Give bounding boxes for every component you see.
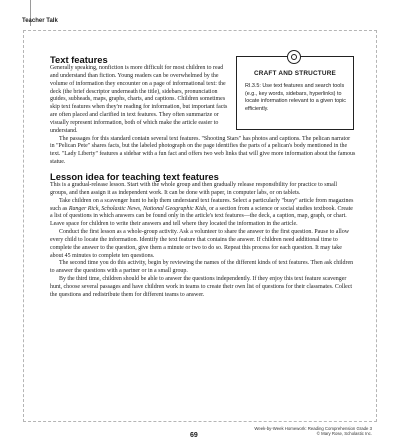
credit-line-1: Week-by-Week Homework: Reading Comprehension Grade 3: [254, 426, 372, 431]
sidebar-spacer: [228, 65, 356, 129]
paragraph-passages: The passages for this standard contain several text features. "Shooting Stars" has photos and captions. The pelican narrator in "Pelican Pete" shares facts, but the labeled photograph on the page identifies the parts of a pelican's body mentioned in the text. "Lady Liberty" features a sidebar with a fun fact and offers two web links that will give more information about the famous statue.: [50, 135, 356, 166]
paragraph-scavenger-hunt: [50, 198, 356, 229]
paragraph-second-time: The second time you do this activity, begin by reviewing the names of the different kinds of text features. Then ask children to answer the questions with a partner or in a small group.: [50, 260, 354, 275]
credit-line-2: © Mary Rose, Scholastic Inc.: [316, 431, 372, 437]
paragraph-intro-text: Generally speaking, nonfiction is more difficult for most children to read and understand than fiction. Young readers can be overwhelmed by the volume of information they encounter on a page of informational text: the deck (the brief descriptor underneath the title), sidebars, pronunciation guides, subheads, maps, graphs, charts, and captions. Children sometimes skip text features when they're reading for information, but important facts are often placed and clarified in text features. They often summarize or visually represent information, both of which make the article easier to understand.: [50, 65, 228, 134]
paragraph-first-lesson: Conduct the first lesson as a whole-group activity. Ask a volunteer to share the answer to the first question. Pause to allow every child to locate the information. Identify the text feature that contains the answer. If children need additional time to complete the answer to the question, give them a minute or two to do so. Repeat this process for each question. It may take about 45 minutes to complete ten questions.: [50, 229, 349, 259]
paragraph-third-time: By the third time, children should be able to answer the questions independently. If they enjoy this text feature scavenger hunt, choose several passages and have children work in teams to create their own list of questions for their classmates. Collect the questions and redistribute them for different teams to answer.: [50, 276, 353, 298]
sidebar-standard-text: RI.3.5: Use text features and search tools (e.g., key words, sidebars, hyperlinks) to locate information relevant to a given topic efficiently.: [245, 83, 346, 112]
main-content: [50, 54, 356, 300]
scavenger-text-start: Take children on a scavenger hunt to help them understand text features. Select a particularly "busy" article from magazines such as: [50, 197, 354, 212]
paragraph-intro: [50, 65, 356, 136]
page-number: 69: [190, 432, 198, 439]
footer-credit: [254, 426, 372, 436]
paragraph-lesson-intro: This is a gradual-release lesson. Start with the whole group and then gradually release responsibility for practice to small groups, and then assign it as independent work. It can be done with paper, in computer labs, or on tablets.: [50, 181, 338, 196]
section-heading-lesson-idea: Lesson idea for teaching text features: [50, 170, 219, 182]
sidebar-title: CRAFT AND STRUCTURE: [253, 70, 337, 77]
scavenger-text-end: or a section from a science or social studies textbook. Create a list of questions in which answers can be found only in the article's text features—the deck, a caption, map, graph, or chart. Leave space for children to write their answers and tell where they located the information in the article.: [50, 205, 353, 228]
section-heading-text-features: Text features: [50, 54, 108, 65]
magazine-titles: Ranger Rick, Scholastic News, National Geographic Kids,: [68, 205, 208, 212]
running-head: Teacher Talk: [22, 18, 58, 24]
